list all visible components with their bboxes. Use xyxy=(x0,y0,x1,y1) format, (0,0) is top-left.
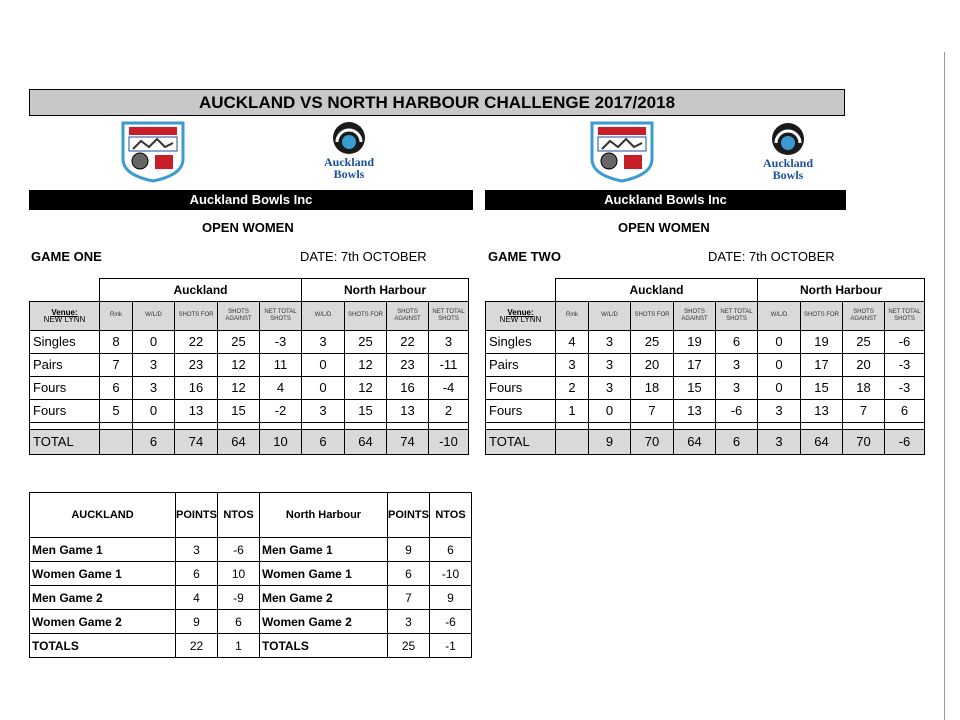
score-cell: -4 xyxy=(429,376,469,399)
score-cell: 3 xyxy=(302,399,345,422)
score-cell: 20 xyxy=(631,353,674,376)
score-cell: 6 xyxy=(100,376,133,399)
summary-game-label: Men Game 2 xyxy=(260,586,388,610)
score-cell: 11 xyxy=(260,353,302,376)
team-b-header: North Harbour xyxy=(302,279,469,302)
auckland-bowls-logo xyxy=(322,120,376,180)
total-cell: 64 xyxy=(674,429,716,454)
game-one-scores-table xyxy=(29,278,469,455)
score-cell: 0 xyxy=(133,399,175,422)
column-header: NET TOTAL SHOTS xyxy=(885,301,925,330)
column-header: SHOTS FOR xyxy=(345,301,387,330)
score-cell: -3 xyxy=(885,376,925,399)
summary-header: North Harbour xyxy=(260,493,388,538)
summary-value: 9 xyxy=(176,610,218,634)
total-row xyxy=(30,429,469,454)
empty-cell xyxy=(843,422,885,429)
score-cell: 23 xyxy=(175,353,218,376)
score-cell: 15 xyxy=(801,376,843,399)
score-cell: 0 xyxy=(758,353,801,376)
table-row xyxy=(30,399,469,422)
score-cell: 13 xyxy=(801,399,843,422)
team-a-header: Auckland xyxy=(100,279,302,302)
score-cell: 13 xyxy=(674,399,716,422)
summary-value: -1 xyxy=(430,634,472,658)
score-cell: 2 xyxy=(556,376,589,399)
rink-type-cell: Fours xyxy=(486,376,556,399)
score-cell: 3 xyxy=(716,353,758,376)
team-header-row xyxy=(30,279,469,302)
score-cell: 0 xyxy=(758,376,801,399)
score-cell: -3 xyxy=(260,330,302,353)
points-summary-table xyxy=(29,492,472,658)
summary-row xyxy=(30,634,472,658)
score-cell: 0 xyxy=(589,399,631,422)
score-cell: -11 xyxy=(429,353,469,376)
summary-header-row xyxy=(30,493,472,538)
summary-game-label: Women Game 2 xyxy=(260,610,388,634)
score-cell: 4 xyxy=(556,330,589,353)
table-row xyxy=(486,399,925,422)
score-cell: 16 xyxy=(387,376,429,399)
logo-text-bowls: Bowls xyxy=(772,168,804,182)
score-cell: 18 xyxy=(631,376,674,399)
total-cell: -10 xyxy=(429,429,469,454)
total-cell: -6 xyxy=(885,429,925,454)
summary-row xyxy=(30,538,472,562)
summary-game-label: TOTALS xyxy=(30,634,176,658)
venue-name: NEW LYNN xyxy=(499,314,542,324)
team-header-row xyxy=(486,279,925,302)
empty-cell xyxy=(302,422,345,429)
score-cell: 17 xyxy=(801,353,843,376)
score-cell: 0 xyxy=(758,330,801,353)
total-cell xyxy=(100,429,133,454)
table-row xyxy=(486,353,925,376)
score-cell: 3 xyxy=(589,376,631,399)
column-header: NET TOTAL SHOTS xyxy=(429,301,469,330)
column-header: Rink xyxy=(100,301,133,330)
summary-value: 1 xyxy=(218,634,260,658)
summary-value: -10 xyxy=(430,562,472,586)
score-cell: 2 xyxy=(429,399,469,422)
score-cell: 18 xyxy=(843,376,885,399)
summary-value: -9 xyxy=(218,586,260,610)
total-label: TOTAL xyxy=(30,429,100,454)
column-header: NET TOTAL SHOTS xyxy=(716,301,758,330)
column-header: SHOTS AGAINST xyxy=(843,301,885,330)
summary-row xyxy=(30,586,472,610)
venue-name: NEW LYNN xyxy=(43,314,86,324)
score-cell: 15 xyxy=(674,376,716,399)
column-header: SHOTS AGAINST xyxy=(674,301,716,330)
score-cell: 12 xyxy=(218,353,260,376)
score-cell: 12 xyxy=(218,376,260,399)
empty-cell xyxy=(345,422,387,429)
club-name-bar: Auckland Bowls Inc xyxy=(485,190,846,210)
score-cell: 0 xyxy=(302,353,345,376)
total-cell xyxy=(556,429,589,454)
score-cell: 0 xyxy=(302,376,345,399)
score-cell: -6 xyxy=(885,330,925,353)
score-cell: 25 xyxy=(843,330,885,353)
column-header: SHOTS AGAINST xyxy=(218,301,260,330)
bowls-nz-shield-logo xyxy=(121,121,185,183)
rink-type-cell: Fours xyxy=(30,399,100,422)
summary-header: POINTS xyxy=(176,493,218,538)
rink-type-cell: Pairs xyxy=(30,353,100,376)
summary-header: NTOS xyxy=(218,493,260,538)
total-cell: 64 xyxy=(218,429,260,454)
venue-label: Venue: xyxy=(51,307,78,317)
column-header-row xyxy=(30,301,469,330)
venue-cell xyxy=(30,301,100,330)
venue-label: Venue: xyxy=(507,307,534,317)
blank-cell xyxy=(486,279,556,302)
team-b-header: North Harbour xyxy=(758,279,925,302)
column-header: Rink xyxy=(556,301,589,330)
score-cell: -2 xyxy=(260,399,302,422)
bowls-nz-shield-logo xyxy=(590,121,654,183)
score-cell: 22 xyxy=(175,330,218,353)
summary-value: -6 xyxy=(218,538,260,562)
empty-cell xyxy=(100,422,133,429)
game-two-scores-table xyxy=(485,278,925,455)
score-cell: 8 xyxy=(100,330,133,353)
score-cell: -6 xyxy=(716,399,758,422)
spacer-row xyxy=(486,422,925,429)
score-cell: 25 xyxy=(218,330,260,353)
total-cell: 9 xyxy=(589,429,631,454)
summary-value: 9 xyxy=(388,538,430,562)
summary-value: 3 xyxy=(388,610,430,634)
total-cell: 6 xyxy=(716,429,758,454)
empty-cell xyxy=(631,422,674,429)
empty-cell xyxy=(429,422,469,429)
game-label: GAME ONE xyxy=(31,249,102,264)
summary-game-label: Women Game 1 xyxy=(260,562,388,586)
score-cell: 1 xyxy=(556,399,589,422)
score-cell: 3 xyxy=(758,399,801,422)
score-cell: 3 xyxy=(429,330,469,353)
summary-value: 22 xyxy=(176,634,218,658)
score-cell: 3 xyxy=(716,376,758,399)
empty-cell xyxy=(801,422,843,429)
page-title: AUCKLAND VS NORTH HARBOUR CHALLENGE 2017/2018 xyxy=(29,89,845,116)
total-cell: 74 xyxy=(175,429,218,454)
column-header: W/L/D xyxy=(302,301,345,330)
summary-game-label: Men Game 1 xyxy=(260,538,388,562)
summary-game-label: Men Game 2 xyxy=(30,586,176,610)
summary-row xyxy=(30,562,472,586)
column-header: W/L/D xyxy=(758,301,801,330)
club-name-bar: Auckland Bowls Inc xyxy=(29,190,473,210)
summary-value: 6 xyxy=(218,610,260,634)
total-cell: 64 xyxy=(345,429,387,454)
score-cell: 20 xyxy=(843,353,885,376)
column-header-row xyxy=(486,301,925,330)
empty-cell xyxy=(133,422,175,429)
score-cell: 16 xyxy=(175,376,218,399)
summary-game-label: Women Game 1 xyxy=(30,562,176,586)
table-row xyxy=(486,376,925,399)
score-cell: 12 xyxy=(345,376,387,399)
score-cell: 19 xyxy=(674,330,716,353)
summary-value: -6 xyxy=(430,610,472,634)
column-header: SHOTS FOR xyxy=(801,301,843,330)
score-cell: 3 xyxy=(302,330,345,353)
table-row xyxy=(486,330,925,353)
empty-cell xyxy=(758,422,801,429)
score-cell: 23 xyxy=(387,353,429,376)
score-cell: 12 xyxy=(345,353,387,376)
empty-cell xyxy=(589,422,631,429)
spacer-row xyxy=(30,422,469,429)
total-cell: 6 xyxy=(133,429,175,454)
summary-game-label: Men Game 1 xyxy=(30,538,176,562)
score-cell: 7 xyxy=(631,399,674,422)
logo-text-auckland: Auckland xyxy=(323,155,375,169)
summary-value: 10 xyxy=(218,562,260,586)
empty-cell xyxy=(486,422,556,429)
summary-value: 6 xyxy=(176,562,218,586)
blank-cell xyxy=(30,279,100,302)
game-date: DATE: 7th OCTOBER xyxy=(708,249,835,264)
total-cell: 64 xyxy=(801,429,843,454)
score-cell: 7 xyxy=(843,399,885,422)
column-header: NET TOTAL SHOTS xyxy=(260,301,302,330)
auckland-bowls-logo xyxy=(761,121,815,181)
game-label: GAME TWO xyxy=(488,249,561,264)
summary-game-label: TOTALS xyxy=(260,634,388,658)
empty-cell xyxy=(556,422,589,429)
score-cell: 6 xyxy=(885,399,925,422)
game-date: DATE: 7th OCTOBER xyxy=(300,249,427,264)
score-cell: 0 xyxy=(133,330,175,353)
column-header: W/L/D xyxy=(133,301,175,330)
rink-type-cell: Pairs xyxy=(486,353,556,376)
empty-cell xyxy=(674,422,716,429)
score-cell: 25 xyxy=(631,330,674,353)
logo-text-auckland: Auckland xyxy=(762,156,814,170)
column-header: SHOTS FOR xyxy=(631,301,674,330)
total-cell: 74 xyxy=(387,429,429,454)
summary-header: NTOS xyxy=(430,493,472,538)
logo-text-bowls: Bowls xyxy=(333,167,365,181)
rink-type-cell: Fours xyxy=(30,376,100,399)
empty-cell xyxy=(30,422,100,429)
empty-cell xyxy=(260,422,302,429)
summary-value: 7 xyxy=(388,586,430,610)
score-cell: 3 xyxy=(589,353,631,376)
table-row xyxy=(30,330,469,353)
category-label: OPEN WOMEN xyxy=(618,220,710,235)
score-cell: 13 xyxy=(175,399,218,422)
venue-cell xyxy=(486,301,556,330)
summary-value: 6 xyxy=(430,538,472,562)
score-cell: 7 xyxy=(100,353,133,376)
total-cell: 70 xyxy=(843,429,885,454)
rink-type-cell: Singles xyxy=(486,330,556,353)
rink-type-cell: Fours xyxy=(486,399,556,422)
score-cell: 3 xyxy=(589,330,631,353)
empty-cell xyxy=(387,422,429,429)
summary-value: 6 xyxy=(388,562,430,586)
column-header: SHOTS FOR xyxy=(175,301,218,330)
summary-value: 9 xyxy=(430,586,472,610)
summary-row xyxy=(30,610,472,634)
score-cell: 19 xyxy=(801,330,843,353)
score-cell: -3 xyxy=(885,353,925,376)
score-cell: 3 xyxy=(556,353,589,376)
category-label: OPEN WOMEN xyxy=(202,220,294,235)
empty-cell xyxy=(716,422,758,429)
summary-header: POINTS xyxy=(388,493,430,538)
summary-value: 25 xyxy=(388,634,430,658)
score-cell: 15 xyxy=(218,399,260,422)
team-a-header: Auckland xyxy=(556,279,758,302)
total-cell: 3 xyxy=(758,429,801,454)
summary-value: 4 xyxy=(176,586,218,610)
score-cell: 22 xyxy=(387,330,429,353)
empty-cell xyxy=(218,422,260,429)
page-edge-line xyxy=(944,52,945,720)
table-row xyxy=(30,376,469,399)
rink-type-cell: Singles xyxy=(30,330,100,353)
score-cell: 5 xyxy=(100,399,133,422)
table-row xyxy=(30,353,469,376)
score-cell: 13 xyxy=(387,399,429,422)
total-cell: 6 xyxy=(302,429,345,454)
total-cell: 70 xyxy=(631,429,674,454)
score-cell: 4 xyxy=(260,376,302,399)
score-cell: 6 xyxy=(716,330,758,353)
summary-header: AUCKLAND xyxy=(30,493,176,538)
summary-value: 3 xyxy=(176,538,218,562)
column-header: W/L/D xyxy=(589,301,631,330)
score-cell: 3 xyxy=(133,376,175,399)
total-row xyxy=(486,429,925,454)
column-header: SHOTS AGAINST xyxy=(387,301,429,330)
total-cell: 10 xyxy=(260,429,302,454)
empty-cell xyxy=(175,422,218,429)
summary-game-label: Women Game 2 xyxy=(30,610,176,634)
total-label: TOTAL xyxy=(486,429,556,454)
score-cell: 15 xyxy=(345,399,387,422)
score-cell: 3 xyxy=(133,353,175,376)
empty-cell xyxy=(885,422,925,429)
score-cell: 17 xyxy=(674,353,716,376)
score-cell: 25 xyxy=(345,330,387,353)
